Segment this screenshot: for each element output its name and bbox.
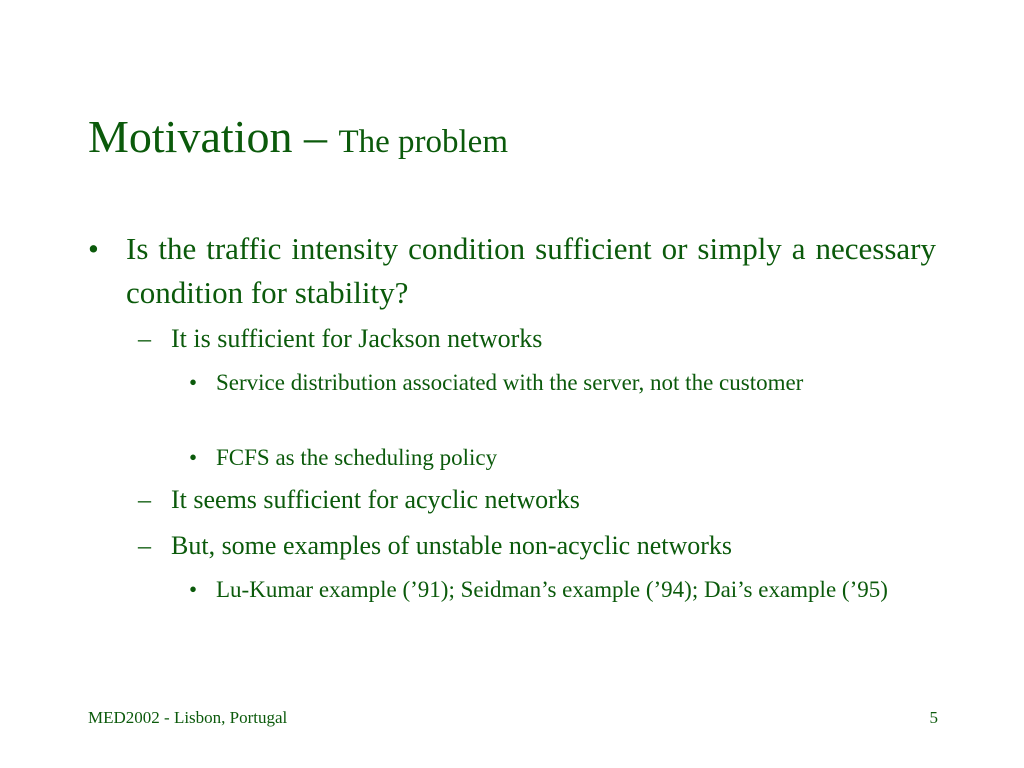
dash-marker: – [138,531,151,560]
bullet-marker: • [189,370,198,395]
dash-marker: – [138,324,151,353]
bullet-text: Service distribution associated with the server, not the customer [216,370,804,395]
bullet-item [138,323,936,355]
page-number: 5 [929,708,938,727]
slide-title-main: Motivation – [88,111,339,162]
footer-text: MED2002 - Lisbon, Portugal [88,708,288,727]
bullet-text: Lu-Kumar example (’91); Seidman’s example (’94); Dai’s example (’95) [216,577,888,602]
bullet-text: Is the traffic intensity condition sufficient or simply a necessary condition for stability? [126,231,936,310]
bullet-text: But, some examples of unstable non-acyclic networks [171,531,733,560]
bullet-item [189,366,936,399]
bullet-item [138,484,936,516]
slide-title-sub: The problem [338,124,508,160]
bullet-marker: • [88,231,99,266]
bullet-text: It is sufficient for Jackson networks [171,324,543,353]
bullet-marker: • [189,577,198,602]
bullet-text: FCFS as the scheduling policy [216,445,498,470]
bullet-text: It seems sufficient for acyclic networks [171,485,580,514]
bullet-item [189,441,936,474]
dash-marker: – [138,485,151,514]
bullet-item [138,530,936,562]
bullet-marker: • [189,445,198,470]
bullet-item [88,227,936,315]
bullet-item [189,573,936,606]
